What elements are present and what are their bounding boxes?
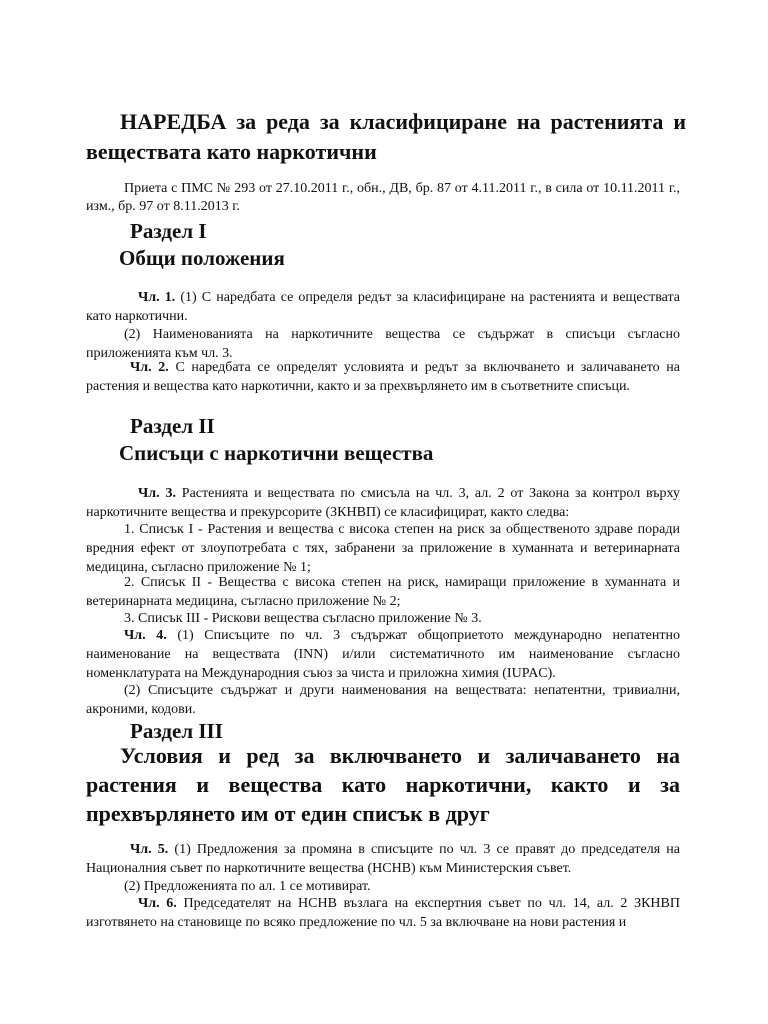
article-3-label: Чл. 3.: [138, 486, 176, 501]
section-1-title: Общи положения: [119, 246, 285, 270]
list-item-3: 3. Списък III - Рискови вещества съгласно приложение № 3.: [124, 611, 482, 626]
article-4-label: Чл. 4.: [124, 628, 167, 643]
article-4-paragraph-2: (2) Списъците съдържат и други наименования на веществата: непатентни, тривиални, акроними, кодови.: [86, 683, 680, 717]
section-2-number: Раздел II: [130, 414, 215, 438]
article-5-paragraph-2: (2) Предложенията по ал. 1 се мотивират.: [124, 879, 371, 894]
section-3-title: Условия и ред за включването и заличаването на растения и вещества като наркотични, както и за прехвърлянето им от един списък в друг: [86, 743, 680, 826]
section-1-number: Раздел I: [130, 219, 207, 243]
article-6: [86, 894, 680, 932]
section-3-number: Раздел III: [130, 719, 223, 743]
article-5-label: Чл. 5.: [130, 842, 169, 857]
article-5-paragraph-1: [86, 840, 680, 878]
article-2-text: С наредбата се определят условията и редът за включването и заличаването на растения и вещества като наркотични, както и за прехвърлянето им в съответните списъци.: [86, 360, 680, 394]
article-3-text: Растенията и веществата по смисъла на чл. 3, ал. 2 от Закона за контрол върху наркотичните вещества и прекурсорите (ЗКНВП) се класифицират, както следва:: [86, 486, 680, 520]
article-5-text: (1) Предложения за промяна в списъците по чл. 3 се правят до председателя на Националния съвет по наркотичните вещества (НСНВ) към Министерския съвет.: [86, 842, 680, 876]
adoption-note: Приета с ПМС № 293 от 27.10.2011 г., обн., ДВ, бр. 87 от 4.11.2011 г., в сила от 10.11.2011 г., изм., бр. 97 от 8.11.2013 г.: [86, 181, 680, 214]
article-4-text: (1) Списъците по чл. 3 съдържат общоприетото международно непатентно наименование на веществата (INN) и/или систематичното им наименование съгласно номенклатурата на Международния съюз за чиста и приложна химия (IUPAC).: [86, 628, 681, 681]
article-4-paragraph-1: [86, 626, 680, 683]
section-2-title: Списъци с наркотични вещества: [119, 441, 434, 465]
list-item-1: 1. Списък I - Растения и вещества с висока степен на риск за общественото здраве поради вредния ефект от злоупотребата с тях, забранени за приложение в хуманната и ветеринарната медицина, съгласно приложение № 1;: [86, 522, 680, 575]
article-2-label: Чл. 2.: [130, 360, 169, 375]
article-1-label: Чл. 1.: [138, 290, 176, 305]
article-1-text: (1) С наредбата се определя редът за класифициране на растенията и веществата като наркотични.: [86, 290, 680, 324]
article-2: [86, 358, 680, 396]
article-1-paragraph-1: [86, 288, 680, 326]
article-6-label: Чл. 6.: [138, 896, 177, 911]
article-3: [86, 484, 680, 522]
document-title: НАРЕДБА за реда за класифициране на растенията и веществата като наркотични: [86, 109, 686, 164]
list-item-2: 2. Списък II - Вещества с висока степен на риск, намиращи приложение в хуманната и ветеринарната медицина, съгласно приложение № 2;: [86, 575, 680, 609]
article-6-text: Председателят на НСНВ възлага на експертния съвет по чл. 14, ал. 2 ЗКНВП изготвянето на становище по всяко предложение по чл. 5 за включване на нови растения и: [86, 896, 680, 930]
article-1-paragraph-2: (2) Наименованията на наркотичните вещества се съдържат в списъци съгласно приложенията към чл. 3.: [86, 327, 680, 361]
